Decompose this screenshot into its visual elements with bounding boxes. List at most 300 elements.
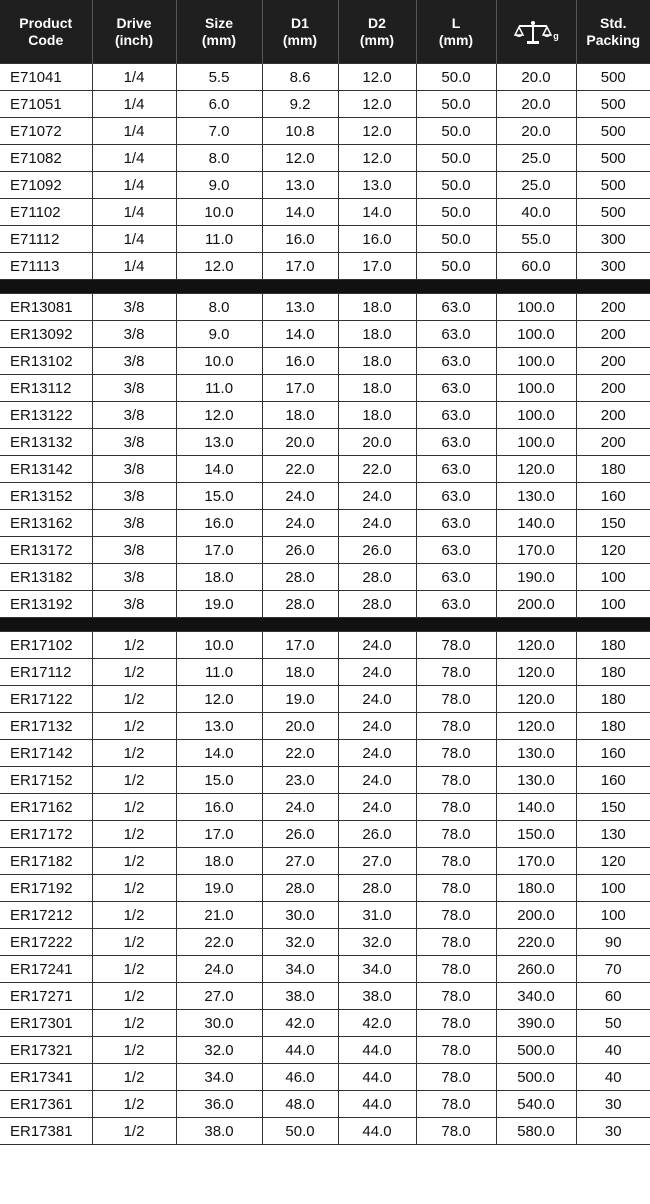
- cell-packing: 40: [576, 1037, 650, 1064]
- cell-d1: 16.0: [262, 226, 338, 253]
- cell-weight: 130.0: [496, 767, 576, 794]
- cell-drive: 1/2: [92, 902, 176, 929]
- column-header-weight: [496, 0, 576, 64]
- cell-packing: 500: [576, 172, 650, 199]
- cell-size: 15.0: [176, 767, 262, 794]
- cell-l: 78.0: [416, 902, 496, 929]
- cell-size: 10.0: [176, 632, 262, 659]
- cell-d2: 12.0: [338, 118, 416, 145]
- cell-weight: 25.0: [496, 145, 576, 172]
- table-row: [0, 1091, 650, 1118]
- cell-packing: 100: [576, 591, 650, 618]
- cell-drive: 1/4: [92, 64, 176, 91]
- cell-size: 12.0: [176, 402, 262, 429]
- table-row: [0, 1010, 650, 1037]
- cell-d2: 18.0: [338, 321, 416, 348]
- header-line: (mm): [201, 31, 237, 48]
- cell-packing: 120: [576, 537, 650, 564]
- cell-drive: 1/4: [92, 118, 176, 145]
- cell-size: 13.0: [176, 713, 262, 740]
- cell-weight: 500.0: [496, 1037, 576, 1064]
- cell-drive: 1/2: [92, 929, 176, 956]
- cell-d2: 16.0: [338, 226, 416, 253]
- cell-packing: 160: [576, 740, 650, 767]
- separator-bar: [0, 280, 650, 294]
- cell-packing: 150: [576, 794, 650, 821]
- cell-code: ER17112: [0, 659, 92, 686]
- cell-code: ER17321: [0, 1037, 92, 1064]
- cell-d2: 24.0: [338, 686, 416, 713]
- cell-code: ER13162: [0, 510, 92, 537]
- header-line: (mm): [438, 31, 474, 48]
- cell-size: 18.0: [176, 564, 262, 591]
- cell-l: 63.0: [416, 537, 496, 564]
- table-row: [0, 172, 650, 199]
- cell-drive: 1/2: [92, 659, 176, 686]
- cell-size: 22.0: [176, 929, 262, 956]
- cell-packing: 40: [576, 1064, 650, 1091]
- table-row: [0, 929, 650, 956]
- cell-code: ER17142: [0, 740, 92, 767]
- cell-weight: 140.0: [496, 510, 576, 537]
- separator-bar: [0, 618, 650, 632]
- cell-code: ER17361: [0, 1091, 92, 1118]
- cell-d1: 13.0: [262, 172, 338, 199]
- table-row: [0, 537, 650, 564]
- cell-d1: 32.0: [262, 929, 338, 956]
- cell-drive: 1/4: [92, 91, 176, 118]
- cell-weight: 340.0: [496, 983, 576, 1010]
- cell-l: 50.0: [416, 118, 496, 145]
- cell-d1: 28.0: [262, 564, 338, 591]
- cell-d1: 50.0: [262, 1118, 338, 1145]
- cell-l: 50.0: [416, 172, 496, 199]
- cell-drive: 1/2: [92, 875, 176, 902]
- cell-drive: 3/8: [92, 321, 176, 348]
- cell-d1: 13.0: [262, 294, 338, 321]
- cell-weight: 180.0: [496, 875, 576, 902]
- cell-size: 34.0: [176, 1064, 262, 1091]
- table-row: [0, 145, 650, 172]
- cell-size: 15.0: [176, 483, 262, 510]
- cell-l: 78.0: [416, 794, 496, 821]
- cell-l: 78.0: [416, 1064, 496, 1091]
- cell-d1: 30.0: [262, 902, 338, 929]
- cell-size: 19.0: [176, 875, 262, 902]
- header-line: Size: [204, 14, 233, 31]
- cell-l: 78.0: [416, 1118, 496, 1145]
- cell-l: 78.0: [416, 767, 496, 794]
- cell-drive: 1/2: [92, 1064, 176, 1091]
- cell-drive: 1/2: [92, 1010, 176, 1037]
- table-row: [0, 767, 650, 794]
- cell-d2: 44.0: [338, 1037, 416, 1064]
- cell-weight: 390.0: [496, 1010, 576, 1037]
- cell-d2: 13.0: [338, 172, 416, 199]
- cell-l: 63.0: [416, 510, 496, 537]
- cell-l: 63.0: [416, 402, 496, 429]
- cell-drive: 1/2: [92, 740, 176, 767]
- cell-d2: 14.0: [338, 199, 416, 226]
- cell-l: 78.0: [416, 848, 496, 875]
- cell-packing: 180: [576, 686, 650, 713]
- cell-drive: 3/8: [92, 591, 176, 618]
- cell-l: 50.0: [416, 226, 496, 253]
- cell-size: 8.0: [176, 145, 262, 172]
- cell-d2: 24.0: [338, 510, 416, 537]
- cell-drive: 3/8: [92, 537, 176, 564]
- cell-drive: 1/4: [92, 199, 176, 226]
- cell-l: 50.0: [416, 253, 496, 280]
- table-row: [0, 1064, 650, 1091]
- cell-d1: 26.0: [262, 537, 338, 564]
- cell-drive: 1/2: [92, 1037, 176, 1064]
- cell-l: 78.0: [416, 983, 496, 1010]
- header-line: Drive: [116, 14, 152, 31]
- column-header-d2: [338, 0, 416, 64]
- cell-code: ER17212: [0, 902, 92, 929]
- cell-d1: 24.0: [262, 794, 338, 821]
- cell-packing: 50: [576, 1010, 650, 1037]
- cell-drive: 1/4: [92, 145, 176, 172]
- cell-packing: 120: [576, 848, 650, 875]
- cell-size: 12.0: [176, 686, 262, 713]
- cell-size: 38.0: [176, 1118, 262, 1145]
- cell-code: E71041: [0, 64, 92, 91]
- cell-code: ER13192: [0, 591, 92, 618]
- cell-packing: 200: [576, 429, 650, 456]
- cell-weight: 120.0: [496, 632, 576, 659]
- cell-drive: 3/8: [92, 402, 176, 429]
- table-row: [0, 510, 650, 537]
- cell-size: 32.0: [176, 1037, 262, 1064]
- group-separator: [0, 280, 650, 294]
- cell-d1: 16.0: [262, 348, 338, 375]
- cell-d1: 34.0: [262, 956, 338, 983]
- header-line: (mm): [282, 31, 318, 48]
- cell-code: ER13182: [0, 564, 92, 591]
- cell-packing: 180: [576, 632, 650, 659]
- column-header-l: [416, 0, 496, 64]
- cell-packing: 100: [576, 875, 650, 902]
- cell-d1: 9.2: [262, 91, 338, 118]
- cell-d2: 18.0: [338, 402, 416, 429]
- cell-drive: 1/2: [92, 1118, 176, 1145]
- cell-packing: 200: [576, 402, 650, 429]
- cell-code: ER17271: [0, 983, 92, 1010]
- cell-weight: 140.0: [496, 794, 576, 821]
- table-row: [0, 902, 650, 929]
- cell-weight: 20.0: [496, 118, 576, 145]
- cell-packing: 200: [576, 294, 650, 321]
- cell-d2: 20.0: [338, 429, 416, 456]
- cell-packing: 500: [576, 64, 650, 91]
- cell-d1: 10.8: [262, 118, 338, 145]
- cell-weight: 100.0: [496, 402, 576, 429]
- cell-size: 24.0: [176, 956, 262, 983]
- header-line: (inch): [114, 31, 154, 48]
- cell-weight: 100.0: [496, 348, 576, 375]
- cell-d1: 17.0: [262, 253, 338, 280]
- table-row: [0, 564, 650, 591]
- table-row: [0, 848, 650, 875]
- cell-packing: 70: [576, 956, 650, 983]
- cell-d2: 28.0: [338, 875, 416, 902]
- cell-code: E71092: [0, 172, 92, 199]
- cell-d2: 24.0: [338, 794, 416, 821]
- cell-drive: 3/8: [92, 483, 176, 510]
- cell-d1: 44.0: [262, 1037, 338, 1064]
- table-row: [0, 659, 650, 686]
- cell-l: 63.0: [416, 564, 496, 591]
- cell-l: 50.0: [416, 199, 496, 226]
- cell-drive: 1/2: [92, 794, 176, 821]
- cell-weight: 260.0: [496, 956, 576, 983]
- cell-size: 9.0: [176, 172, 262, 199]
- cell-l: 78.0: [416, 686, 496, 713]
- cell-drive: 1/2: [92, 956, 176, 983]
- cell-l: 78.0: [416, 1037, 496, 1064]
- cell-packing: 200: [576, 375, 650, 402]
- cell-d2: 18.0: [338, 348, 416, 375]
- cell-l: 78.0: [416, 929, 496, 956]
- cell-drive: 1/2: [92, 848, 176, 875]
- cell-weight: 200.0: [496, 902, 576, 929]
- cell-packing: 100: [576, 564, 650, 591]
- cell-size: 11.0: [176, 659, 262, 686]
- table-row: [0, 375, 650, 402]
- table-row: [0, 713, 650, 740]
- cell-weight: 60.0: [496, 253, 576, 280]
- cell-packing: 180: [576, 456, 650, 483]
- cell-l: 78.0: [416, 632, 496, 659]
- cell-code: ER13152: [0, 483, 92, 510]
- cell-size: 12.0: [176, 253, 262, 280]
- cell-drive: 1/2: [92, 632, 176, 659]
- cell-size: 16.0: [176, 510, 262, 537]
- weight-unit-label: g: [553, 30, 559, 41]
- cell-size: 11.0: [176, 375, 262, 402]
- cell-packing: 60: [576, 983, 650, 1010]
- cell-drive: 3/8: [92, 456, 176, 483]
- column-header-d1: [262, 0, 338, 64]
- table-row: [0, 429, 650, 456]
- table-row: [0, 821, 650, 848]
- cell-weight: 40.0: [496, 199, 576, 226]
- table-row: [0, 253, 650, 280]
- cell-d2: 24.0: [338, 767, 416, 794]
- table-body: [0, 64, 650, 1145]
- cell-code: E71102: [0, 199, 92, 226]
- cell-size: 17.0: [176, 537, 262, 564]
- column-header-drive: [92, 0, 176, 64]
- cell-weight: 100.0: [496, 429, 576, 456]
- cell-d1: 27.0: [262, 848, 338, 875]
- cell-size: 14.0: [176, 456, 262, 483]
- cell-weight: 100.0: [496, 375, 576, 402]
- cell-d2: 44.0: [338, 1118, 416, 1145]
- cell-d1: 20.0: [262, 713, 338, 740]
- table-row: [0, 402, 650, 429]
- cell-code: ER17132: [0, 713, 92, 740]
- table-row: [0, 686, 650, 713]
- cell-l: 78.0: [416, 1010, 496, 1037]
- cell-drive: 3/8: [92, 510, 176, 537]
- table-row: [0, 1037, 650, 1064]
- cell-code: ER13092: [0, 321, 92, 348]
- cell-d2: 24.0: [338, 632, 416, 659]
- table-row: [0, 740, 650, 767]
- cell-weight: 170.0: [496, 848, 576, 875]
- cell-size: 9.0: [176, 321, 262, 348]
- cell-drive: 1/2: [92, 983, 176, 1010]
- cell-weight: 150.0: [496, 821, 576, 848]
- cell-packing: 500: [576, 118, 650, 145]
- cell-d1: 12.0: [262, 145, 338, 172]
- cell-size: 10.0: [176, 199, 262, 226]
- cell-l: 78.0: [416, 659, 496, 686]
- cell-d2: 12.0: [338, 145, 416, 172]
- cell-l: 78.0: [416, 821, 496, 848]
- cell-d1: 26.0: [262, 821, 338, 848]
- cell-weight: 500.0: [496, 1064, 576, 1091]
- cell-weight: 120.0: [496, 686, 576, 713]
- cell-size: 21.0: [176, 902, 262, 929]
- table-row: [0, 591, 650, 618]
- cell-code: ER17341: [0, 1064, 92, 1091]
- cell-d1: 24.0: [262, 483, 338, 510]
- cell-l: 50.0: [416, 145, 496, 172]
- header-line: Packing: [586, 31, 641, 48]
- cell-l: 63.0: [416, 591, 496, 618]
- cell-d1: 18.0: [262, 659, 338, 686]
- cell-d2: 24.0: [338, 740, 416, 767]
- cell-drive: 3/8: [92, 348, 176, 375]
- cell-size: 8.0: [176, 294, 262, 321]
- cell-d1: 22.0: [262, 740, 338, 767]
- cell-d2: 24.0: [338, 483, 416, 510]
- cell-d2: 32.0: [338, 929, 416, 956]
- table-row: [0, 294, 650, 321]
- cell-weight: 170.0: [496, 537, 576, 564]
- cell-l: 63.0: [416, 375, 496, 402]
- cell-size: 27.0: [176, 983, 262, 1010]
- cell-d1: 28.0: [262, 591, 338, 618]
- cell-packing: 90: [576, 929, 650, 956]
- cell-code: ER13081: [0, 294, 92, 321]
- cell-code: ER17192: [0, 875, 92, 902]
- header-line: L: [451, 14, 461, 31]
- cell-d2: 12.0: [338, 64, 416, 91]
- table-row: [0, 956, 650, 983]
- cell-d1: 23.0: [262, 767, 338, 794]
- cell-d1: 20.0: [262, 429, 338, 456]
- cell-code: ER17162: [0, 794, 92, 821]
- cell-code: ER17241: [0, 956, 92, 983]
- cell-d1: 46.0: [262, 1064, 338, 1091]
- cell-d2: 27.0: [338, 848, 416, 875]
- cell-l: 63.0: [416, 456, 496, 483]
- cell-d2: 24.0: [338, 659, 416, 686]
- cell-code: E71051: [0, 91, 92, 118]
- cell-packing: 130: [576, 821, 650, 848]
- cell-code: ER17172: [0, 821, 92, 848]
- cell-l: 50.0: [416, 64, 496, 91]
- cell-d2: 12.0: [338, 91, 416, 118]
- cell-l: 63.0: [416, 483, 496, 510]
- cell-weight: 540.0: [496, 1091, 576, 1118]
- table-row: [0, 91, 650, 118]
- cell-d1: 24.0: [262, 510, 338, 537]
- cell-d2: 17.0: [338, 253, 416, 280]
- cell-code: ER17122: [0, 686, 92, 713]
- cell-d1: 19.0: [262, 686, 338, 713]
- cell-d2: 31.0: [338, 902, 416, 929]
- cell-weight: 130.0: [496, 740, 576, 767]
- table-row: [0, 348, 650, 375]
- cell-code: ER17152: [0, 767, 92, 794]
- cell-size: 11.0: [176, 226, 262, 253]
- cell-drive: 1/2: [92, 713, 176, 740]
- cell-d2: 28.0: [338, 564, 416, 591]
- table-row: [0, 199, 650, 226]
- cell-d2: 44.0: [338, 1091, 416, 1118]
- cell-weight: 580.0: [496, 1118, 576, 1145]
- cell-d2: 18.0: [338, 294, 416, 321]
- cell-l: 78.0: [416, 875, 496, 902]
- table-row: [0, 632, 650, 659]
- cell-d2: 34.0: [338, 956, 416, 983]
- cell-size: 36.0: [176, 1091, 262, 1118]
- cell-size: 13.0: [176, 429, 262, 456]
- cell-packing: 200: [576, 348, 650, 375]
- cell-code: ER13142: [0, 456, 92, 483]
- header-line: Code: [28, 31, 64, 48]
- cell-d1: 42.0: [262, 1010, 338, 1037]
- table-row: [0, 64, 650, 91]
- table-row: [0, 118, 650, 145]
- cell-d1: 17.0: [262, 632, 338, 659]
- cell-packing: 160: [576, 767, 650, 794]
- cell-d1: 22.0: [262, 456, 338, 483]
- table-row: [0, 875, 650, 902]
- cell-drive: 1/4: [92, 226, 176, 253]
- cell-weight: 120.0: [496, 713, 576, 740]
- group-separator: [0, 618, 650, 632]
- cell-code: E71072: [0, 118, 92, 145]
- weight-scale-icon: [513, 22, 553, 38]
- cell-packing: 300: [576, 226, 650, 253]
- cell-l: 78.0: [416, 740, 496, 767]
- header-row: [0, 0, 650, 64]
- cell-weight: 100.0: [496, 321, 576, 348]
- cell-drive: 3/8: [92, 294, 176, 321]
- cell-code: ER17182: [0, 848, 92, 875]
- table-row: [0, 794, 650, 821]
- cell-d1: 14.0: [262, 321, 338, 348]
- cell-l: 63.0: [416, 321, 496, 348]
- cell-weight: 190.0: [496, 564, 576, 591]
- cell-code: ER13112: [0, 375, 92, 402]
- cell-packing: 160: [576, 483, 650, 510]
- cell-d2: 26.0: [338, 537, 416, 564]
- cell-code: ER17301: [0, 1010, 92, 1037]
- cell-l: 78.0: [416, 713, 496, 740]
- cell-d1: 8.6: [262, 64, 338, 91]
- cell-d1: 14.0: [262, 199, 338, 226]
- cell-packing: 200: [576, 321, 650, 348]
- cell-l: 63.0: [416, 429, 496, 456]
